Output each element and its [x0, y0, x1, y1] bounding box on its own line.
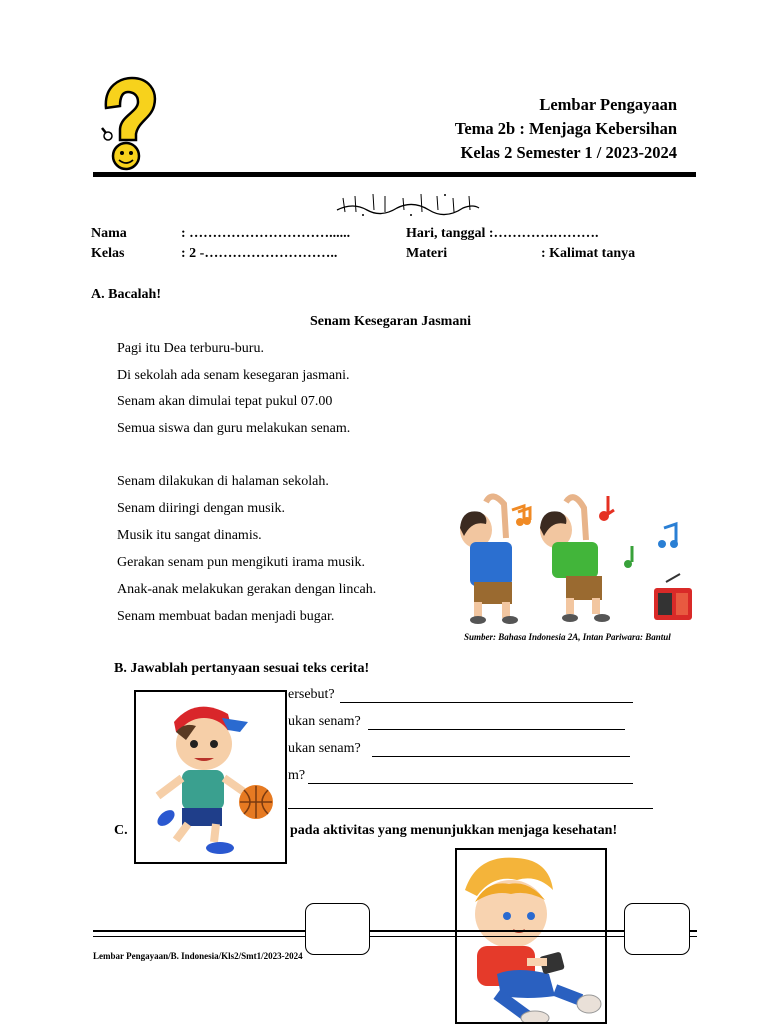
worksheet-title: Lembar Pengayaan: [539, 95, 677, 114]
story-line: Semua siswa dan guru melakukan senam.: [117, 421, 351, 436]
answer-box-right[interactable]: [624, 903, 690, 955]
kelas-field[interactable]: : 2 -………………………..: [181, 246, 338, 261]
question-text: ukan senam?: [288, 714, 361, 729]
question-text: ukan senam?: [288, 741, 361, 756]
date-field[interactable]: Hari, tanggal :………….……….: [406, 226, 599, 241]
answer-line[interactable]: [340, 702, 633, 703]
radio-icon: [654, 574, 692, 620]
footer-rule: [93, 930, 697, 932]
image-source-caption: Sumber: Bahasa Indonesia 2A, Intan Pariwara: Bantul: [464, 632, 671, 642]
section-b-heading: B. Jawablah pertanyaan sesuai teks cerita!: [114, 661, 370, 676]
theme-line: Tema 2b : Menjaga Kebersihan: [454, 119, 677, 138]
story-line: Pagi itu Dea terburu-buru.: [117, 341, 264, 356]
section-a-heading: A. Bacalah!: [91, 287, 161, 302]
story-title: Senam Kesegaran Jasmani: [310, 314, 471, 329]
story-line: Gerakan senam pun mengikuti irama musik.: [117, 555, 366, 570]
basketball-boy-picture[interactable]: [134, 690, 287, 864]
answer-line[interactable]: [372, 756, 630, 757]
header-divider: [93, 172, 696, 177]
class-semester-line: Kelas 2 Semester 1 / 2023-2024: [460, 143, 677, 162]
story-line: Senam membuat badan menjadi bugar.: [117, 609, 335, 624]
basketball-boy-illustration: [136, 692, 286, 862]
answer-box-left[interactable]: [305, 903, 370, 955]
story-line: Anak-anak melakukan gerakan dengan lincah.: [117, 582, 377, 597]
answer-line[interactable]: [288, 808, 653, 809]
story-line: Musik itu sangat dinamis.: [117, 528, 262, 543]
question-mark-mascot-icon: [98, 76, 160, 172]
question-text: ersebut?: [288, 687, 335, 702]
bismillah-calligraphy: [333, 190, 483, 218]
kelas-label: Kelas: [91, 246, 125, 261]
footer-rule-thin: [93, 936, 697, 937]
boy-with-phone-illustration: [457, 850, 607, 1024]
materi-label: Materi: [406, 246, 448, 261]
story-line: Di sekolah ada senam kesegaran jasmani.: [117, 368, 350, 383]
nama-field[interactable]: : …………………………......: [181, 226, 351, 241]
story-line: Senam dilakukan di halaman sekolah.: [117, 474, 329, 489]
section-c-label: C.: [114, 823, 128, 838]
footer-text: Lembar Pengayaan/B. Indonesia/Kls2/Smt1/2023-2024: [93, 951, 303, 961]
section-c-instruction: pada aktivitas yang menunjukkan menjaga kesehatan!: [290, 823, 618, 838]
story-line: Senam akan dimulai tepat pukul 07.00: [117, 394, 333, 409]
answer-line[interactable]: [308, 783, 633, 784]
exercise-illustration: [448, 490, 698, 630]
materi-value: : Kalimat tanya: [541, 246, 636, 261]
answer-line[interactable]: [368, 729, 625, 730]
story-line: Senam diiringi dengan musik.: [117, 501, 285, 516]
question-text: m?: [288, 768, 306, 783]
nama-label: Nama: [91, 226, 127, 241]
